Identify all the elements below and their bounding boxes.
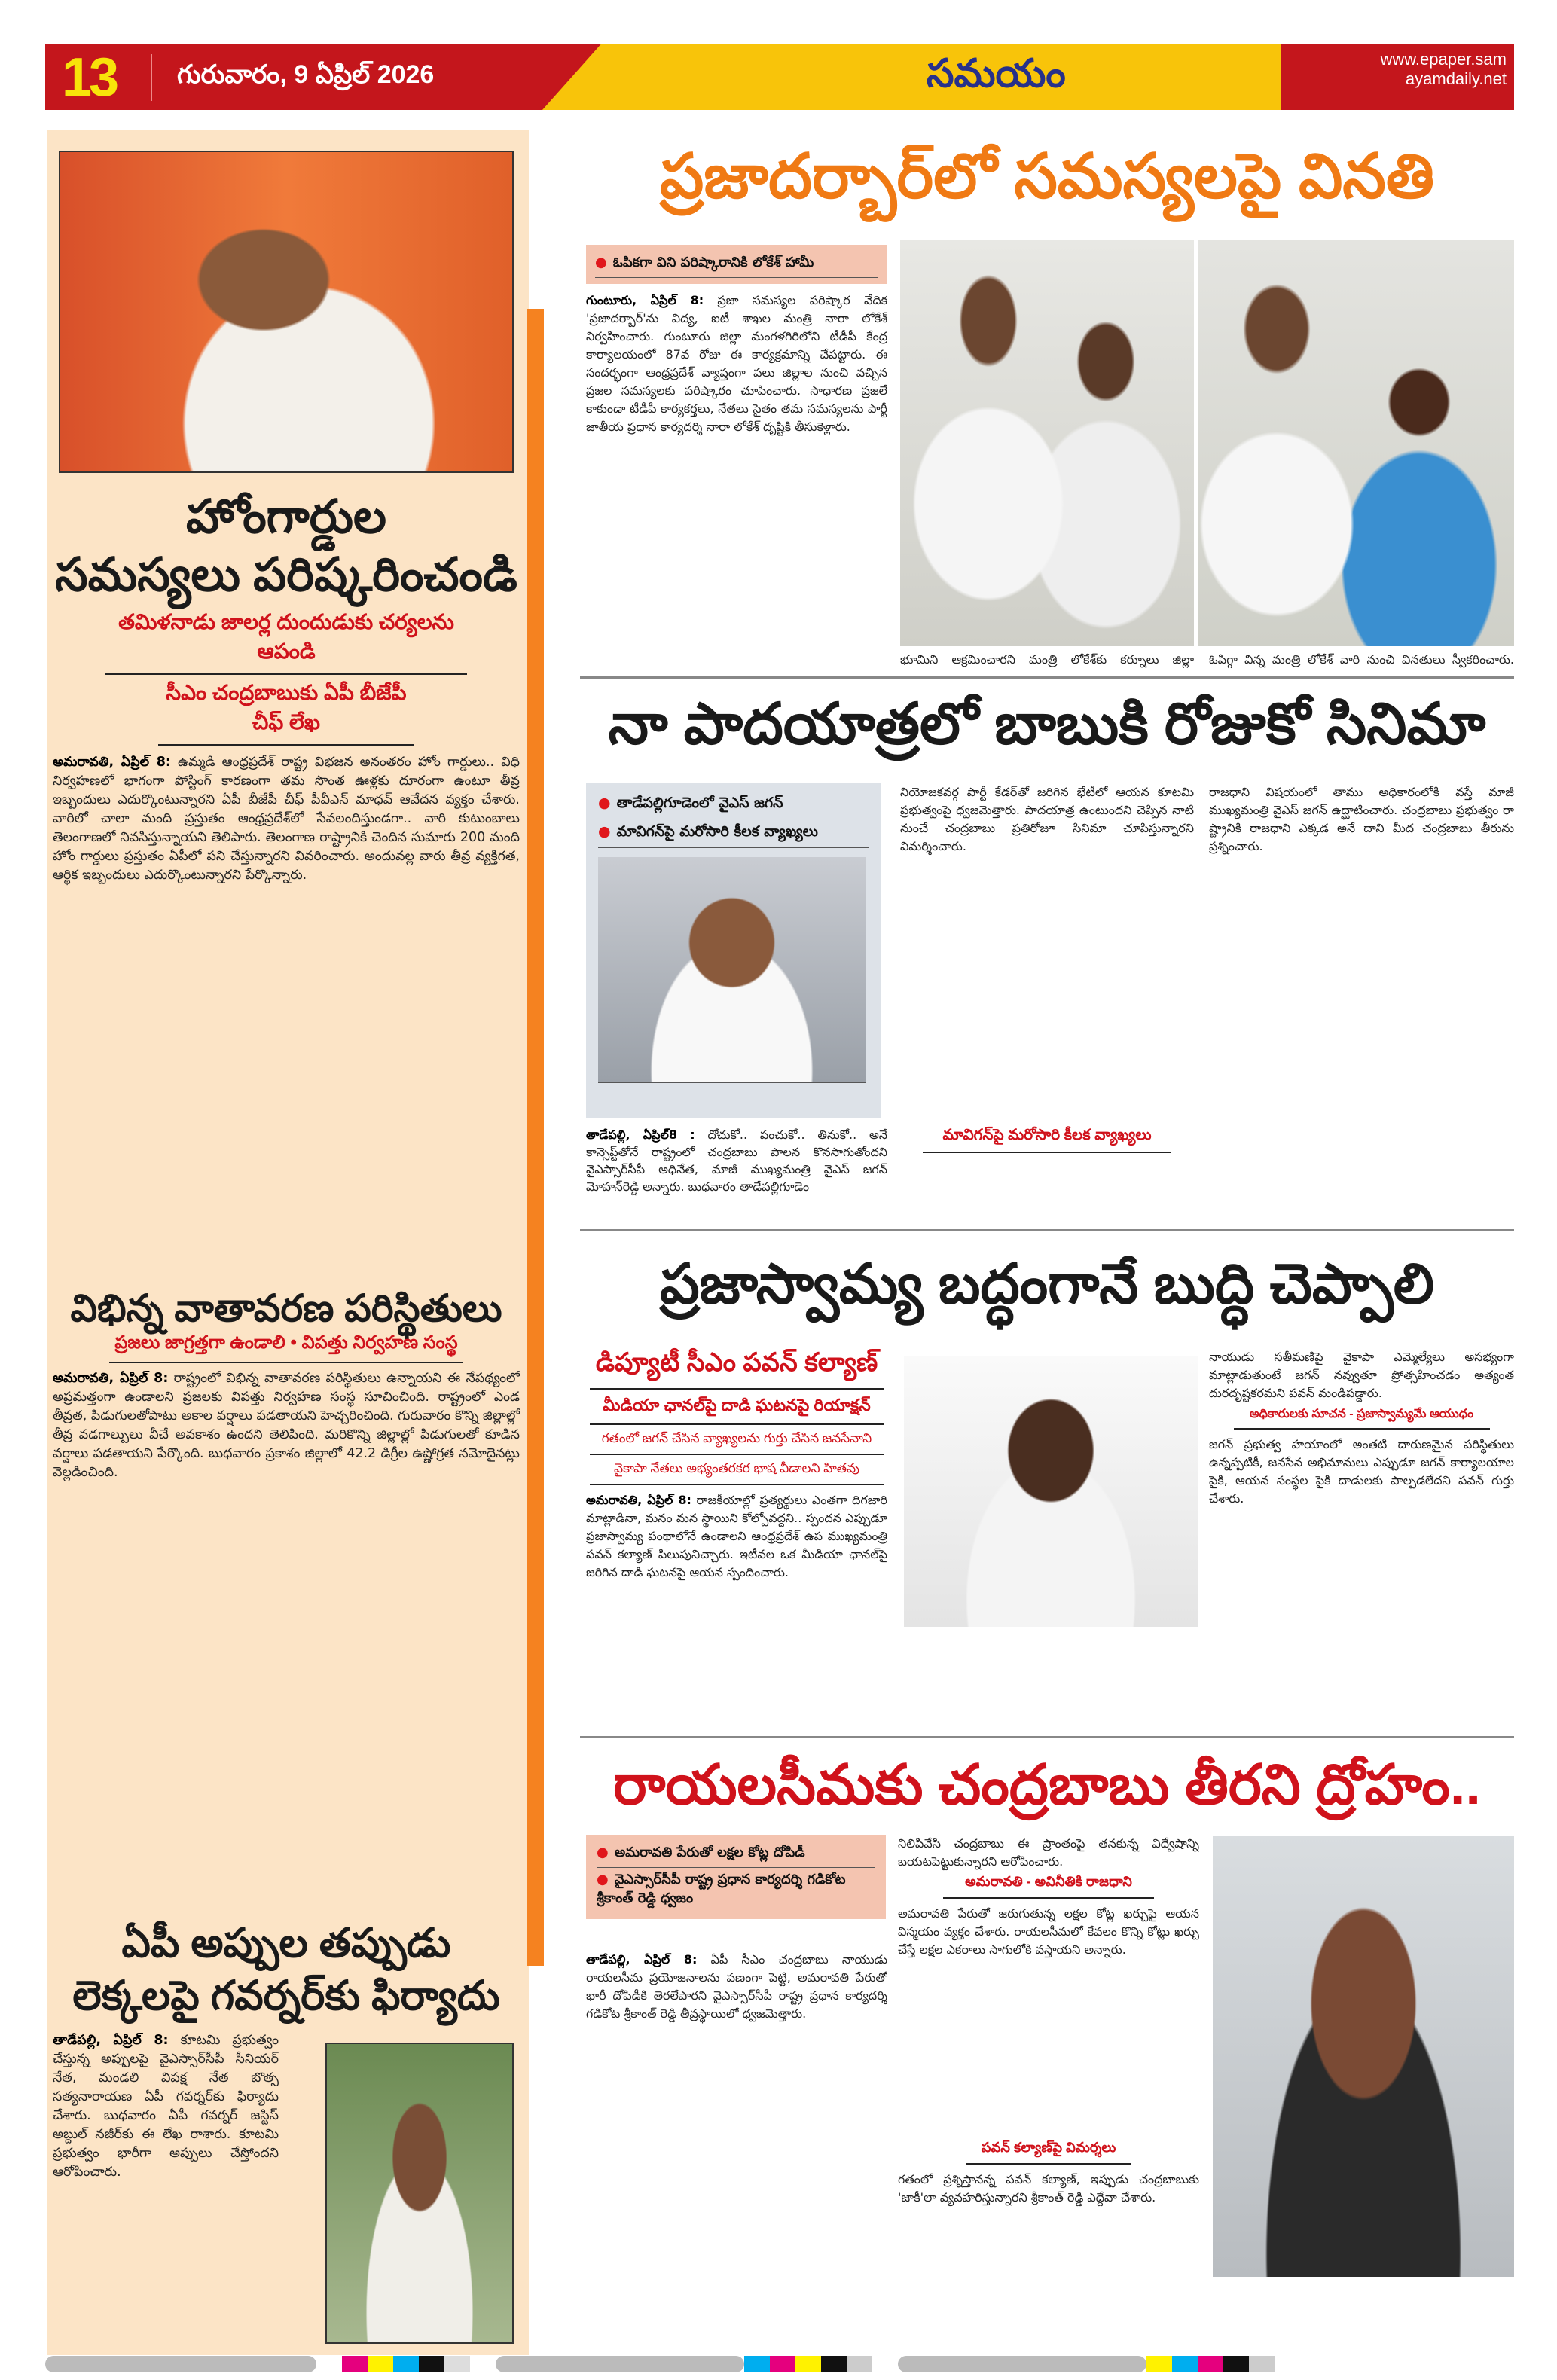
headline: ఏపీ అప్పుల తప్పుడు: [121, 1921, 451, 1966]
article-body-cont: [904, 1634, 1198, 1725]
bullet-text: వైఎస్సార్‌సీపీ రాష్ట్ర ప్రధాన కార్యదర్శి గడికోట శ్రీకాంత్ రెడ్డి ధ్వజం: [597, 1872, 846, 1906]
bullet-text: ఓపికగా విని పరిష్కారానికి లోకేశ్ హామీ: [612, 255, 814, 270]
divider: [580, 1229, 1514, 1231]
issue-date: గురువారం, 9 ఏప్రిల్ 2026: [177, 60, 435, 89]
page-number: 13: [62, 47, 117, 108]
bullet-text: మావిగన్‌పై మరోసారి కీలక వ్యాఖ్యలు: [616, 823, 818, 840]
dateline: అమరావతి, ఏప్రిల్ 8:: [53, 1371, 169, 1386]
divider: [151, 54, 152, 101]
bullet-icon: ●: [598, 823, 611, 840]
body-text: ఉమ్మడి ఆంధ్రప్రదేశ్ రాష్ట్ర విభజన అనంతరం హోం గార్డులు.. విధి నిర్వహణలో భాగంగా పోస్టింగ్ కారణంగా తమ సొంత ఊళ్లకు దూరంగా ఉంటూ తీవ్ర ఇబ్బందులు ఎదుర్కొంటున్నారని ఏపీ బీజేపీ చీఫ్ పీవీఎన్ మాధవ్ ఆవేదన వ్యక్తం చేశారు. వారిలో చాలా మంది ప్రస్తుతం ఆంధ్రప్రదేశ్‌లో సేవలందిస్తుండగా.. వారి కుటుంబాలు తెలంగాణలో నివసిస్తున్నాయని తెలిపారు. తెలంగాణ రాష్ట్రానికి చెందిన సుమారు 200 మంది హోం గార్డులు ప్రస్తుతం ఏపీలో పని చేస్తున్నారని వివరించారు. అందువల్ల వారు తీవ్ర వ్యక్తిగత, ఆర్థిక ఇబ్బందులు ఎదుర్కొంటున్నారని పేర్కొన్నారు.: [53, 755, 520, 883]
body-text: రాష్ట్రంలో విభిన్న వాతావరణ పరిస్థితులు ఉన్నాయని ఈ నేపథ్యంలో అప్రమత్తంగా ఉండాలని ప్రజలకు విపత్తు నిర్వహణ సంస్థ సూచించింది. రాష్ట్రంలో ఎండ తీవ్రత, పిడుగులతోపాటు అకాల వర్షాలు పడతాయని హెచ్చరించింది. గురువారం కొన్ని జిల్లాల్లో తీవ్ర వడగాల్పులు వీచే అవకాశం ఉందని తెలిపింది. మరికొన్ని జిల్లాల్లో పిడుగులతో కూడిన వర్షాలు పడతాయని పేర్కొంది. బుధవారం ప్రకాశం జిల్లాలో 42.2 డిగ్రీల ఉష్ణోగ్రత నమోదైనట్లు వెల్లడించింది.: [53, 1371, 520, 1480]
bullet-icon: ●: [598, 795, 611, 811]
story-pawan-col3: [1209, 1348, 1514, 1707]
subheadline: పవన్ కల్యాణ్‌పై విమర్శలు: [966, 2140, 1131, 2165]
highlight-box: [586, 783, 881, 1118]
bullet-icon: ●: [597, 1872, 609, 1887]
photo-pawan-kalyan: [904, 1356, 1198, 1627]
headline: విభిన్న వాతావరణ పరిస్థితులు: [70, 1287, 502, 1329]
orange-accent-bar: [527, 309, 544, 1966]
headline-prajadarbar: ప్రజాదర్బార్‌లో సమస్యలపై వినతి: [659, 142, 1434, 211]
article-body: [53, 2031, 279, 2317]
story-pawan: [586, 1348, 887, 1654]
body-text: దోచుకో.. పంచుకో.. తినుకో.. అనే కాన్సెప్ట్‌తోనే రాష్ట్రంలో చంద్రబాబు పాలన కొనసాగుతోందని వైఎస్సార్‌సీపీ అధినేత, మాజీ ముఖ్యమంత్రి వైఎస్ జగన్ మోహన్‌రెడ్డి అన్నారు. బుధవారం తాడేపల్లిగూడెం: [586, 1127, 887, 1194]
highlight-box: [586, 1835, 886, 1919]
subheadline: డిప్యూటీ సీఎం పవన్ కల్యాణ్: [590, 1348, 884, 1390]
epaper-url[interactable]: [1371, 50, 1507, 89]
article-body: [53, 1369, 520, 1836]
body-text: ప్రజా సమస్యల పరిష్కార వేదిక 'ప్రజాదర్బార్'ను విద్య, ఐటీ శాఖల మంత్రి నారా లోకేశ్ నిర్వహించారు. గుంటూరు జిల్లా మంగళగిరిలోని టీడీపీ కేంద్ర కార్యాలయంలో 87వ రోజు ఈ కార్యక్రమాన్ని చేపట్టారు. ఈ సందర్భంగా ఆంధ్రప్రదేశ్ వ్యాప్తంగా పలు జిల్లాల నుంచి వచ్చిన ప్రజల సమస్యలకు పరిష్కారం చూపించారు. సాధారణ ప్రజలే కాకుండా టీడీపీ కార్యకర్తలు, నేతలు సైతం తమ సమస్యలను పార్టీ జాతీయ ప్రధాన కార్యదర్శి నారా లోకేశ్ దృష్టికి తీసుకెళ్లారు.: [586, 293, 887, 434]
article-body-cont: నిలిపివేసి చంద్రబాబు ఈ ప్రాంతంపై తనకున్న విద్వేషాన్ని బయటపెట్టుకున్నారని ఆరోపించారు.: [898, 1836, 1199, 1869]
article-body-cont: గతంలో ప్రశ్నిస్తానన్న పవన్ కల్యాణ్, ఇప్పుడు చంద్రబాబుకు 'జాకీ'లా వ్యవహరిస్తున్నారని శ్రీకాంత్ రెడ్డి ఎద్దేవా చేశారు.: [898, 2172, 1199, 2205]
photo-jagan: [598, 857, 866, 1083]
subheadline: మావిగన్‌పై మరోసారి కీలక వ్యాఖ్యలు: [923, 1127, 1171, 1153]
headline-padayatra: నా పాదయాత్రలో బాబుకి రోజుకో సినిమా: [608, 692, 1486, 756]
dateline: అమరావతి, ఏప్రిల్ 8:: [586, 1493, 691, 1507]
subheadline: ప్రజలు జాగ్రత్తగా ఉండాలి • విపత్తు నిర్వహణ సంస్థ: [109, 1332, 463, 1363]
article-body-cont: అమరావతి పేరుతో జరుగుతున్న లక్షల కోట్ల ఖర్చుపై ఆయన విస్మయం వ్యక్తం చేశారు. రాయలసీమలో కేవలం కొన్ని కోట్లు ఖర్చు చేస్తే లక్షల ఎకరాలు సాగులోకి వస్తాయని అన్నారు.: [898, 1906, 1199, 1957]
photo-lokesh-women: [1198, 240, 1514, 646]
dateline: గుంటూరు, ఏప్రిల్ 8:: [586, 293, 704, 307]
body-text: ఏపీ సీఎం చంద్రబాబు నాయుడు రాయలసీమ ప్రయోజనాలను పణంగా పెట్టి, అమరావతి పేరుతో భారీ దోపిడీకి తెరలేపారని వైఎస్సార్‌సీపీ రాష్ట్ర ప్రధాన కార్యదర్శి గడికోట శ్రీకాంత్ రెడ్డి తీవ్రస్థాయిలో ధ్వజమెత్తారు.: [586, 1952, 887, 2021]
subheadline: గతంలో జగన్ చేసిన వ్యాఖ్యలను గుర్తు చేసిన జనసేనాని: [590, 1431, 884, 1455]
photo-bjp-leader: [59, 151, 514, 473]
bullet-icon: ●: [597, 1844, 609, 1860]
story-prajadarbar: [586, 245, 887, 671]
masthead-logo: సమయం: [927, 52, 1066, 96]
article-body-cont: నాయుడు సతీమణిపై వైకాపా ఎమ్మెల్యేలు అసభ్యంగా మాట్లాడుతుంటే జగన్ నవ్వుతూ ప్రోత్సహించడం అత్యంత దురదృష్టకరమని పవన్ మండిపడ్డారు.: [1209, 1350, 1514, 1400]
bullet-text: తాడేపల్లిగూడెంలో వైఎస్ జగన్: [616, 795, 783, 811]
subheadline: అధికారులకు సూచన - ప్రజాస్వామ్యమే ఆయుధం: [1234, 1407, 1490, 1430]
photo-lokesh-petitioner: [900, 240, 1194, 646]
article-body: [586, 1951, 887, 2330]
article-body-cont: నియోజకవర్గ పార్టీ కేడర్‌తో జరిగిన భేటీలో ఆయన కూటమి ప్రభుత్వంపై ధ్వజమెత్తారు. పాదయాత్ర ఉంటుందని చెప్పిన నాటి నుంచే చంద్రబాబు ప్రతిరోజూ సినిమా చూపిస్తున్నారని విమర్శించారు.: [900, 785, 1194, 853]
url-line-1: www.epaper.sam: [1380, 50, 1507, 69]
body-text: రాజకీయాల్లో ప్రత్యర్థులు ఎంతగా దిగజారి మాట్లాడినా, మనం మన స్థాయిని కోల్పోవద్దని.. స్పందన ఎప్పుడూ ప్రజాస్వామ్య పంథాలోనే ఉండాలని ఆంధ్రప్రదేశ్ ఉప ముఖ్యమంత్రి పవన్ కల్యాణ్ పిలుపునిచ్చారు. ఇటీవల ఒక మీడియా ఛానల్‌పై జరిగిన దాడి ఘటనపై ఆయన స్పందించారు.: [586, 1493, 887, 1579]
bullet-text: అమరావతి పేరుతో లక్షల కోట్ల దోపిడీ: [614, 1844, 805, 1860]
subheadline: వైకాపా నేతలు అభ్యంతరకర భాష వీడాలని హితవు: [590, 1461, 884, 1485]
highlight-box: [586, 245, 887, 284]
article-body-cont: జగన్ ప్రభుత్వ హయాంలో అంతటి దారుణమైన పరిస్థితులు ఉన్నప్పటికీ, జనసేన అభిమానులు ఎప్పుడూ జగన్ కార్యాలయాల పైకి, ఆయన సంస్థల పైకి దాడులకు పాల్పడలేదని పవన్ గుర్తు చేశారు.: [1209, 1437, 1514, 1506]
article-body-cont: భూమిని ఆక్రమించారని మంత్రి లోకేశ్‌కు కర్నూలు జిల్లా: [900, 652, 1194, 667]
headline: సమస్యలు పరిష్కరించండి: [55, 549, 517, 601]
story-jagan-col2: [900, 783, 1194, 1159]
subheadline: మీడియా ఛానల్‌పై దాడి ఘటనపై రియాక్షన్: [590, 1396, 884, 1425]
bullet-icon: ●: [595, 255, 607, 270]
print-color-bar: [45, 2356, 1514, 2372]
headline-democracy: ప్రజాస్వామ్య బద్ధంగానే బుద్ధి చెప్పాలి: [660, 1253, 1434, 1315]
divider: [580, 1736, 1514, 1738]
dateline: తాడేపల్లి, ఏప్రిల్ 8:: [53, 2033, 169, 2048]
header-yellow-band: [542, 44, 1281, 110]
story-rayalaseema-col2: [898, 1835, 1199, 2297]
dateline: అమరావతి, ఏప్రిల్ 8:: [53, 755, 171, 770]
article-body: [586, 291, 887, 671]
article-body: [586, 1126, 887, 1213]
url-line-2: ayamdaily.net: [1405, 69, 1507, 88]
article-body: [586, 1491, 887, 1654]
dateline: తాడేపల్లి, ఏప్రిల్8 :: [586, 1127, 695, 1142]
divider: [580, 676, 1514, 679]
article-body-cont: ఓపిగ్గా విన్న మంత్రి లోకేశ్ వారి నుంచి వినతులు స్వీకరించారు.: [1209, 652, 1514, 667]
story-home-guards: [53, 490, 520, 1311]
subheadline: సీఎం చంద్రబాబుకు ఏపీ బీజేపీ చీఫ్ లేఖ: [158, 681, 414, 746]
body-text: కూటమి ప్రభుత్వం చేస్తున్న అప్పులపై వైఎస్సార్‌సీపీ సీనియర్ నేత, మండలి విపక్ష నేత బొత్స సత్యనారాయణ ఏపీ గవర్నర్‌కు ఫిర్యాదు చేశారు. బుధవారం ఏపీ గవర్నర్ జస్టిస్ అబ్దుల్ నజీర్‌కు ఈ లేఖ రాశారు. కూటమి ప్రభుత్వం భారీగా అప్పులు చేస్తోందని ఆరోపించారు.: [53, 2033, 279, 2180]
headline-rayalaseema: రాయలసీమకు చంద్రబాబు తీరని ద్రోహం..: [613, 1753, 1481, 1816]
dateline: తాడేపల్లి, ఏప్రిల్ 8:: [586, 1952, 698, 1967]
headline: హోంగార్డుల: [186, 491, 386, 543]
subheadline: అమరావతి - అవినీతికి రాజధాని: [943, 1874, 1154, 1899]
subheadline: తమిళనాడు జాలర్ల దుందుడుకు చర్యలను ఆపండి: [105, 610, 467, 675]
page-header: [45, 44, 1514, 110]
story-weather: [53, 1284, 520, 1836]
article-body: [53, 753, 520, 1311]
photo-botsa: [325, 2043, 514, 2344]
photo-srikanth-reddy: [1213, 1836, 1514, 2277]
headline: లెక్కలపై గవర్నర్‌కు ఫిర్యాదు: [72, 1973, 500, 2018]
article-body-cont: [1213, 2282, 1514, 2336]
article-body-cont: రాజధాని విషయంలో తాము అధికారంలోకి వస్తే మాజీ ముఖ్యమంత్రి వైఎస్ జగన్ ఉద్ఘాటించారు. చంద్రబాబు ప్రభుత్వం రా ష్ట్రానికి రాజధాని ఎక్కడ అనే దాని మీద చంద్రబాబు తీరును ప్రశ్నించారు.: [1209, 785, 1514, 853]
